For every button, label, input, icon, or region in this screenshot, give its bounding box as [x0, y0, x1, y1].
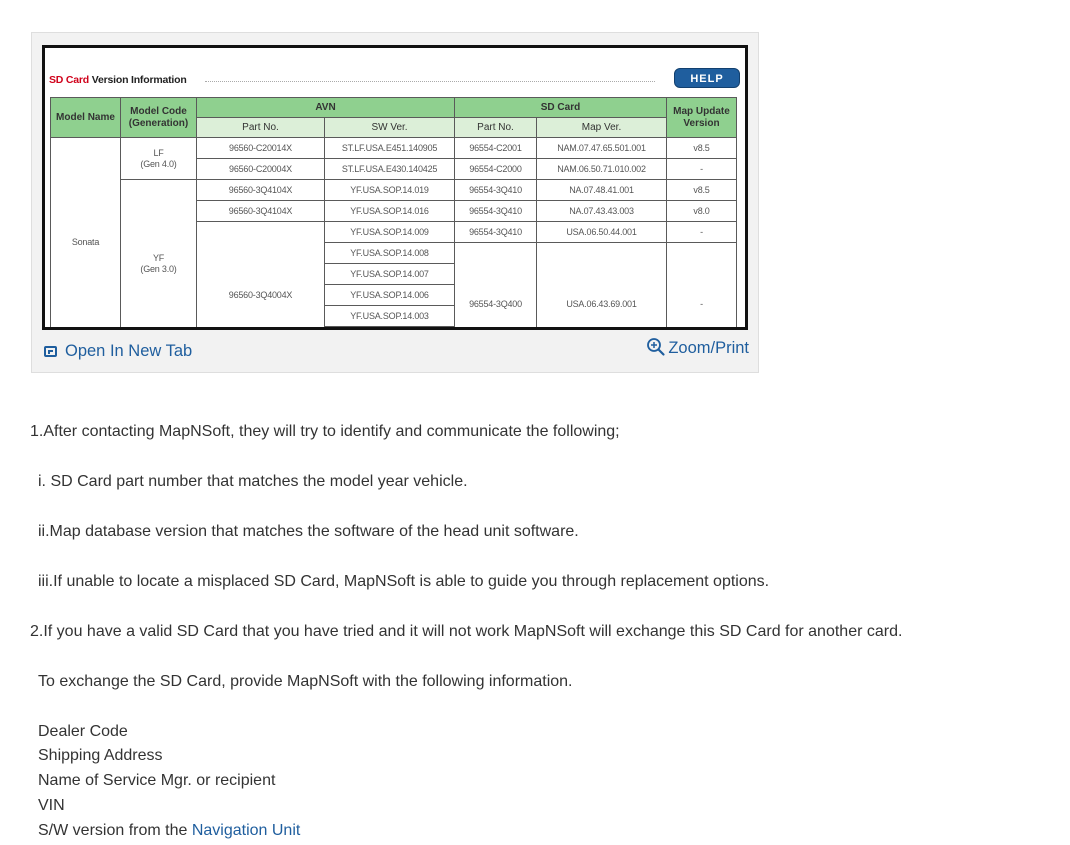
sd-part-cell: 96554-3Q410 [455, 201, 537, 222]
map-update-cell: v8.5 [667, 180, 737, 201]
avn-part-cell: 96560-C20014X [197, 138, 325, 159]
exchange-intro: To exchange the SD Card, provide MapNSoft with the following information. [38, 673, 573, 690]
list-item: Shipping Address [38, 747, 163, 764]
header-sw-ver: SW Ver. [325, 118, 455, 138]
sw-ver-cell: ST.LF.USA.E451.140905 [325, 138, 455, 159]
table-row [51, 180, 737, 201]
map-update-cell: v8.5 [667, 138, 737, 159]
avn-part-cell: 96560-C20004X [197, 159, 325, 180]
list-item: Dealer Code [38, 723, 128, 740]
zoom-in-icon [646, 337, 666, 357]
map-ver-cell: NAM.06.50.71.010.002 [537, 159, 667, 180]
map-ver-group-cell: USA.06.43.69.001 [537, 243, 667, 331]
model-code-yf [121, 180, 197, 331]
step-2-text: 2.If you have a valid SD Card that you have tried and it will not work MapNSoft will exchange this SD Card for another card. [30, 623, 903, 640]
avn-part-cell: 96560-3Q4104X [197, 180, 325, 201]
map-ver-cell: NA.07.48.41.001 [537, 180, 667, 201]
zoom-print-link[interactable] [646, 339, 749, 359]
step-1-item-iii: iii.If unable to locate a misplaced SD Card, MapNSoft is able to guide you through replacement options. [38, 573, 770, 590]
map-update-cell: v8.0 [667, 201, 737, 222]
model-code-lf [121, 138, 197, 180]
map-update-cell: - [667, 222, 737, 243]
sd-part-cell: 96554-C2000 [455, 159, 537, 180]
dotted-divider [205, 81, 655, 82]
avn-part-cell: 96560-3Q4104X [197, 201, 325, 222]
header-map-update: Map Update Version [667, 98, 737, 138]
map-ver-cell: NA.07.43.43.003 [537, 201, 667, 222]
model-name-cell: Sonata [51, 138, 121, 331]
navigation-unit-link[interactable]: Navigation Unit [191, 822, 301, 839]
sd-part-cell: 96554-3Q410 [455, 180, 537, 201]
map-ver-cell: USA.06.50.44.001 [537, 222, 667, 243]
step-1-item-i: i. SD Card part number that matches the model year vehicle. [38, 473, 468, 490]
list-item-sw-version [38, 822, 300, 840]
open-in-new-tab-link[interactable] [44, 342, 192, 361]
step-1-item-ii: ii.Map database version that matches the software of the head unit software. [38, 523, 579, 540]
title-text: Version Information [91, 74, 187, 86]
sw-ver-cell: YF.USA.SOP.14.008 [325, 243, 455, 264]
list-item: Name of Service Mgr. or recipient [38, 772, 276, 789]
header-sd-part-no: Part No. [455, 118, 537, 138]
header-sd-card: SD Card [455, 98, 667, 118]
sw-ver-cell: YF.USA.SOP.14.007 [325, 264, 455, 285]
version-info-figure [31, 32, 759, 373]
sw-ver-cell: YF.USA.SOP.14.003 [325, 306, 455, 327]
sw-ver-cell: YF.USA.SOP.14.016 [325, 201, 455, 222]
list-item: VIN [38, 797, 65, 814]
open-in-new-tab-icon [44, 346, 57, 357]
map-ver-cell: NAM.07.47.65.501.001 [537, 138, 667, 159]
header-model-name: Model Name [51, 98, 121, 138]
lf-code: LF [153, 148, 164, 159]
sd-part-cell: 96554-3Q410 [455, 222, 537, 243]
sw-ver-cell: YF.USA.SOP.14.006 [325, 285, 455, 306]
avn-part-group-cell: 96560-3Q4004X [197, 222, 325, 331]
yf-code: YF [152, 253, 165, 264]
sw-version-prefix: S/W version from the [38, 822, 188, 839]
yf-gen: (Gen 3.0) [140, 263, 177, 274]
sw-ver-cell: ST.LF.USA.E430.140425 [325, 159, 455, 180]
header-map-ver: Map Ver. [537, 118, 667, 138]
table-row [51, 138, 737, 159]
map-update-group-cell: - [667, 243, 737, 331]
sw-ver-cell: YF.USA.SOP.14.019 [325, 180, 455, 201]
sd-card-version-title [49, 74, 187, 86]
sd-part-cell: 96554-C2001 [455, 138, 537, 159]
sd-part-group-cell: 96554-3Q400 [455, 243, 537, 331]
version-info-image[interactable] [42, 45, 748, 330]
header-model-code: Model Code (Generation) [121, 98, 197, 138]
header-avn: AVN [197, 98, 455, 118]
title-highlight: SD Card [49, 74, 90, 86]
map-update-cell: - [667, 159, 737, 180]
sd-card-version-table [50, 97, 737, 330]
lf-gen: (Gen 4.0) [140, 158, 177, 169]
step-1-text: 1.After contacting MapNSoft, they will try to identify and communicate the following; [30, 423, 620, 440]
help-button[interactable]: HELP [674, 68, 740, 88]
open-in-new-tab-label: Open In New Tab [65, 342, 193, 360]
figure-actions [32, 330, 758, 372]
sw-ver-cell: YF.USA.SOP.14.009 [325, 222, 455, 243]
header-avn-part-no: Part No. [197, 118, 325, 138]
zoom-print-label: Zoom/Print [668, 339, 749, 357]
